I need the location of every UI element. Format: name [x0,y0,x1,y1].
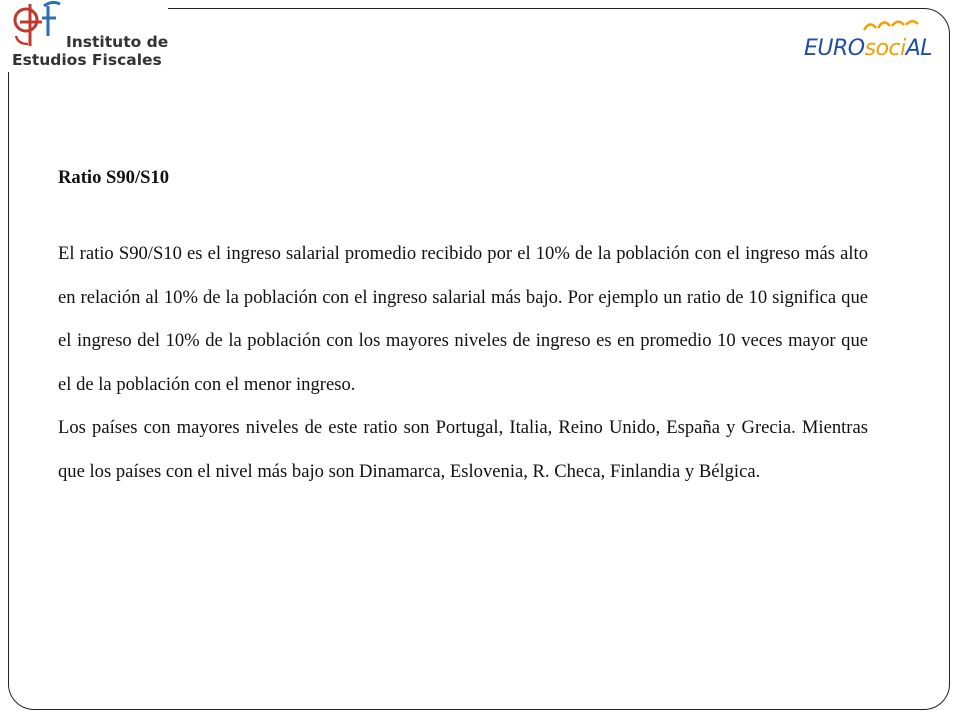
ief-logo [8,0,168,72]
eurosocial-birds-icon [862,16,922,36]
slide-title: Ratio S90/S10 [58,167,170,188]
eurosocial-part3: AL [905,36,933,61]
ief-name-line1: Instituto de [66,33,169,51]
ief-mark-icon [8,0,68,52]
paragraph-countries: Los países con mayores niveles de este ratio son Portugal, Italia, Reino Unido, España y Grecia. Mientras que los países con el nivel más bajo son Dinamarca, Eslovenia, R. Checa, Finlandia y Bélgica. [58,417,868,482]
eurosocial-wordmark [804,36,932,61]
eurosocial-part2: soci [864,36,906,61]
paragraph-definition: El ratio S90/S10 es el ingreso salarial promedio recibido por el 10% de la población con el ingreso más alto en relación al 10% de la población con el ingreso salarial más bajo. Por ejemplo un ratio de 10 significa que el ingreso del 10% de la población con los mayores niveles de ingreso es en promedio 10 veces mayor que el de la población con el menor ingreso. [58,243,868,395]
ief-name-line2: Estudios Fiscales [12,51,162,69]
slide-content [58,160,868,493]
eurosocial-part1: EURO [804,36,865,61]
eurosocial-logo [800,14,940,72]
